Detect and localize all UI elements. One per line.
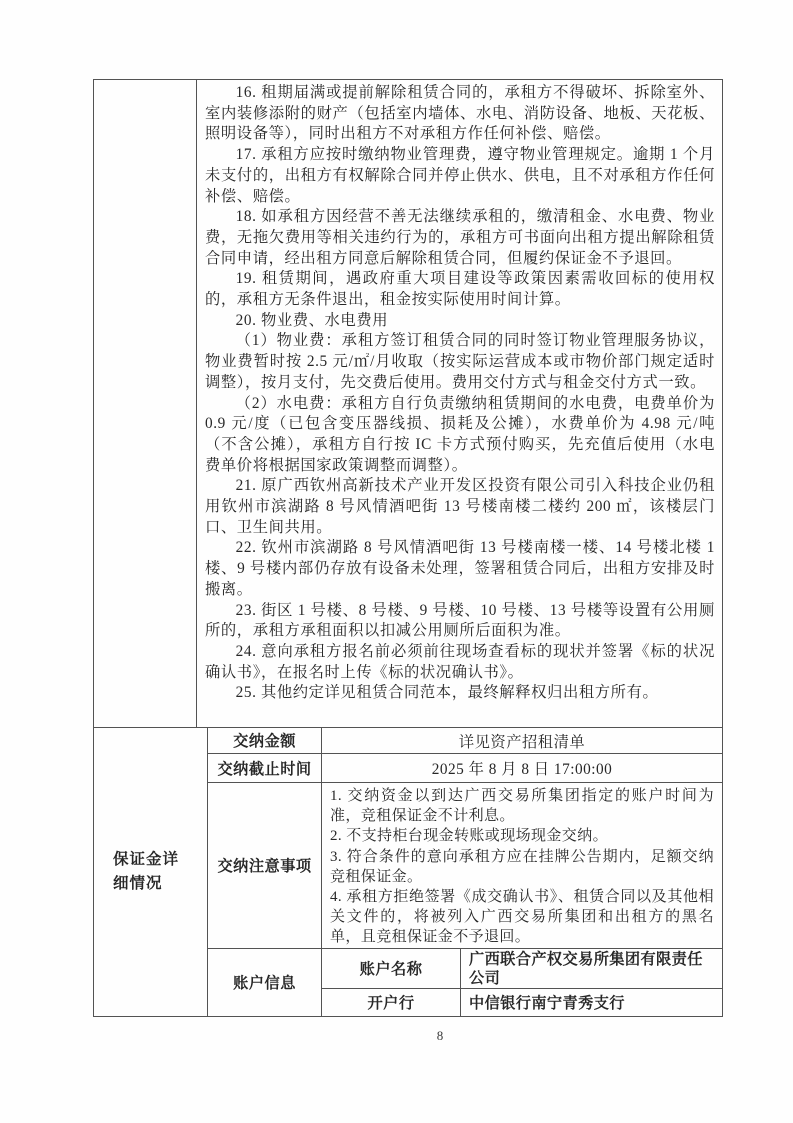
terms-cell	[197, 80, 722, 727]
contract-table	[93, 79, 723, 1017]
page-number: 8	[436, 1028, 444, 1043]
bank-text: 中信银行南宁青秀支行	[469, 994, 625, 1012]
term-paragraph-23: 23. 街区 1 号楼、8 号楼、9 号楼、10 号楼、13 号楼等设置有公用厕所的，承租方承租面积以扣减公用厕所后面积为准。	[205, 601, 715, 640]
account-name-value	[461, 949, 722, 988]
term-paragraph-19: 19. 租赁期间，遇政府重大项目建设等政策因素需收回标的使用权的，承租方无条件退出，租金按实际使用时间计算。	[205, 270, 715, 309]
amount-label: 交纳金额	[208, 728, 322, 753]
term-paragraph-18: 18. 如承租方因经营不善无法继续承租的，缴清租金、水电费、物业费，无拖欠费用等相关违约行为的，承租方可书面向出租方提出解除租赁合同申请，经出租方同意后解除租赁合同，但履约保证金不予退回。	[205, 208, 715, 267]
empty-header-cell	[94, 80, 197, 727]
term-paragraph-20: 20. 物业费、水电费用	[235, 311, 389, 329]
deposit-section	[94, 728, 722, 1016]
note-item-1: 1. 交纳资金以到达广西交易所集团指定的账户时间为准，竞租保证金不计利息。	[330, 788, 714, 825]
amount-value: 详见资产招租清单	[458, 733, 586, 751]
terms-row	[94, 80, 722, 728]
term-paragraph-20-1: （1）物业费：承租方签订租赁合同的同时签订物业管理服务协议，物业费暂时按 2.5 元/㎡/月收取（按实际运营成本或市物价部门规定适时调整），按月支付，先交费后使用。费用交付方式与租金交付方式一致。	[205, 332, 715, 391]
account-label: 账户信息	[208, 949, 322, 1016]
note-item-2: 2. 不支持柜台现金转账或现场现金交纳。	[330, 828, 609, 845]
deposit-section-label: 保证金详细情况	[113, 851, 180, 892]
term-paragraph-25: 25. 其他约定详见租赁合同范本，最终解释权归出租方所有。	[235, 684, 659, 702]
notes-value	[322, 783, 722, 948]
note-item-4: 4. 承租方拒绝签署《成交确认书》、租赁合同以及其他相关文件的，将被列入广西交易所集团和出租方的黑名单，且竞租保证金不予退回。	[330, 889, 714, 946]
amount-row	[208, 728, 722, 754]
bank-value	[461, 989, 722, 1016]
account-name-label: 账户名称	[322, 949, 461, 988]
account-name-text: 广西联合产权交易所集团有限责任公司	[469, 951, 703, 987]
notes-row	[208, 783, 722, 949]
notes-label: 交纳注意事项	[208, 783, 322, 948]
term-paragraph-16: 16. 租期届满或提前解除租赁合同的，承租方不得破坏、拆除室外、室内装修添附的财产（包括室内墙体、水电、消防设备、地板、天花板、照明设备等），同时出租方不对承租方作任何补偿、赔偿。	[205, 84, 715, 143]
deadline-row	[208, 754, 722, 783]
term-paragraph-21: 21. 原广西钦州高新技术产业开发区投资有限公司引入科技企业仍租用钦州市滨湖路 8 号风情酒吧街 13 号楼南楼二楼约 200 ㎡，该楼层门口、卫生间共用。	[205, 477, 715, 536]
term-paragraph-20-2: （2）水电费：承租方自行负责缴纳租赁期间的水电费，电费单价为 0.9 元/度（已包含变压器线损、损耗及公摊），水费单价为 4.98 元/吨（不含公摊），承租方自行按 IC 卡方式预付购买，先充值后使用（水电费单价将根据国家政策调整而调整）。	[205, 394, 715, 474]
term-paragraph-22: 22. 钦州市滨湖路 8 号风情酒吧街 13 号楼南楼一楼、14 号楼北楼 1 楼、9 号楼内部仍存放有设备未处理，签署租赁合同后，出租方安排及时搬离。	[205, 539, 715, 598]
bank-label: 开户行	[322, 989, 461, 1016]
deadline-label: 交纳截止时间	[208, 754, 322, 782]
account-row	[208, 949, 722, 1016]
deadline-value: 2025 年 8 月 8 日 17:00:00	[431, 761, 613, 778]
account-name-row	[322, 949, 722, 989]
bank-row	[322, 989, 722, 1016]
account-subtable	[322, 949, 722, 1016]
note-item-3: 3. 符合条件的意向承租方应在挂牌公告期内，足额交纳竞租保证金。	[330, 848, 714, 885]
deposit-section-header-cell	[94, 728, 208, 1016]
term-paragraph-17: 17. 承租方应按时缴纳物业管理费，遵守物业管理规定。逾期 1 个月未支付的，出租方有权解除合同并停止供水、供电，且不对承租方作任何补偿、赔偿。	[205, 146, 715, 205]
term-paragraph-24: 24. 意向承租方报名前必须前往现场查看标的现状并签署《标的状况确认书》，在报名时上传《标的状况确认书》。	[205, 642, 715, 681]
deposit-rows	[208, 728, 722, 1016]
